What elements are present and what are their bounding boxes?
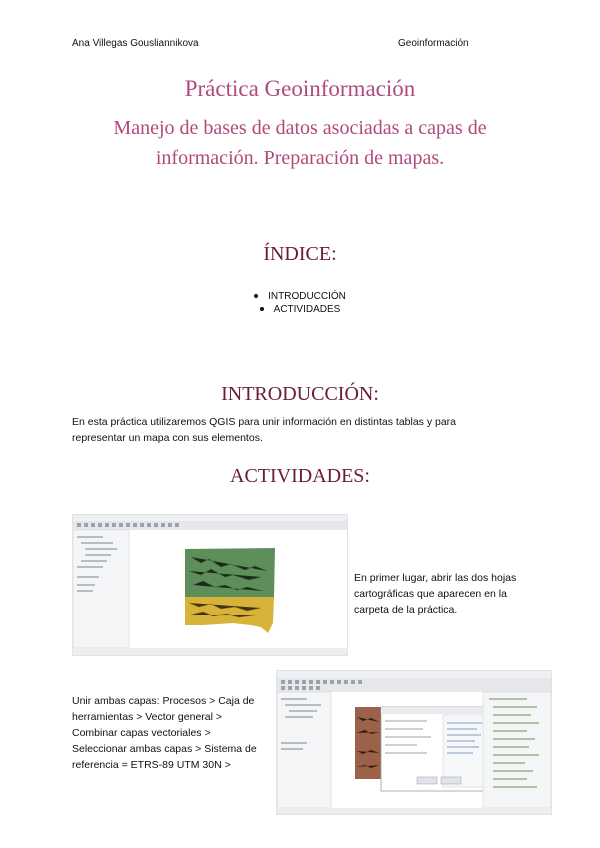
activities-heading: ACTIVIDADES: [230, 465, 370, 487]
page-title: Práctica Geoinformación [184, 76, 416, 101]
qgis-screenshot-1 [72, 514, 348, 656]
qgis-screenshot-2 [276, 670, 552, 815]
qgis-screenshot-1-graphic [73, 515, 347, 655]
bullet-icon [254, 294, 258, 298]
step-2-text: Unir ambas capas: Procesos > Caja de herramientas > Vector general > Combinar capas vectoriales > Seleccionar ambas capas > Sistema de referencia = ETRS-89 UTM 30N > [72, 695, 257, 771]
intro-paragraph: En esta práctica utilizaremos QGIS para unir información en distintas tablas y para representar un mapa con sus elementos. [72, 416, 457, 444]
step-1-text: En primer lugar, abrir las dos hojas cartográficas que aparecen en la carpeta de la práctica. [354, 572, 517, 616]
bullet-icon [260, 307, 264, 311]
index-item[interactable]: INTRODUCCIÓN [0, 290, 600, 303]
subtitle-line-2: información. Preparación de mapas. [155, 147, 445, 169]
intro-heading: INTRODUCCIÓN: [221, 383, 379, 405]
subtitle-line-1: Manejo de bases de datos asociadas a capas de [113, 117, 487, 139]
index-list [0, 290, 600, 316]
header-subject: Geoinformación [398, 38, 469, 49]
qgis-screenshot-2-graphic [277, 671, 551, 814]
header-author: Ana Villegas Gousliannikova [72, 38, 199, 49]
index-item[interactable]: ACTIVIDADES [0, 303, 600, 316]
index-heading: ÍNDICE: [263, 243, 337, 265]
